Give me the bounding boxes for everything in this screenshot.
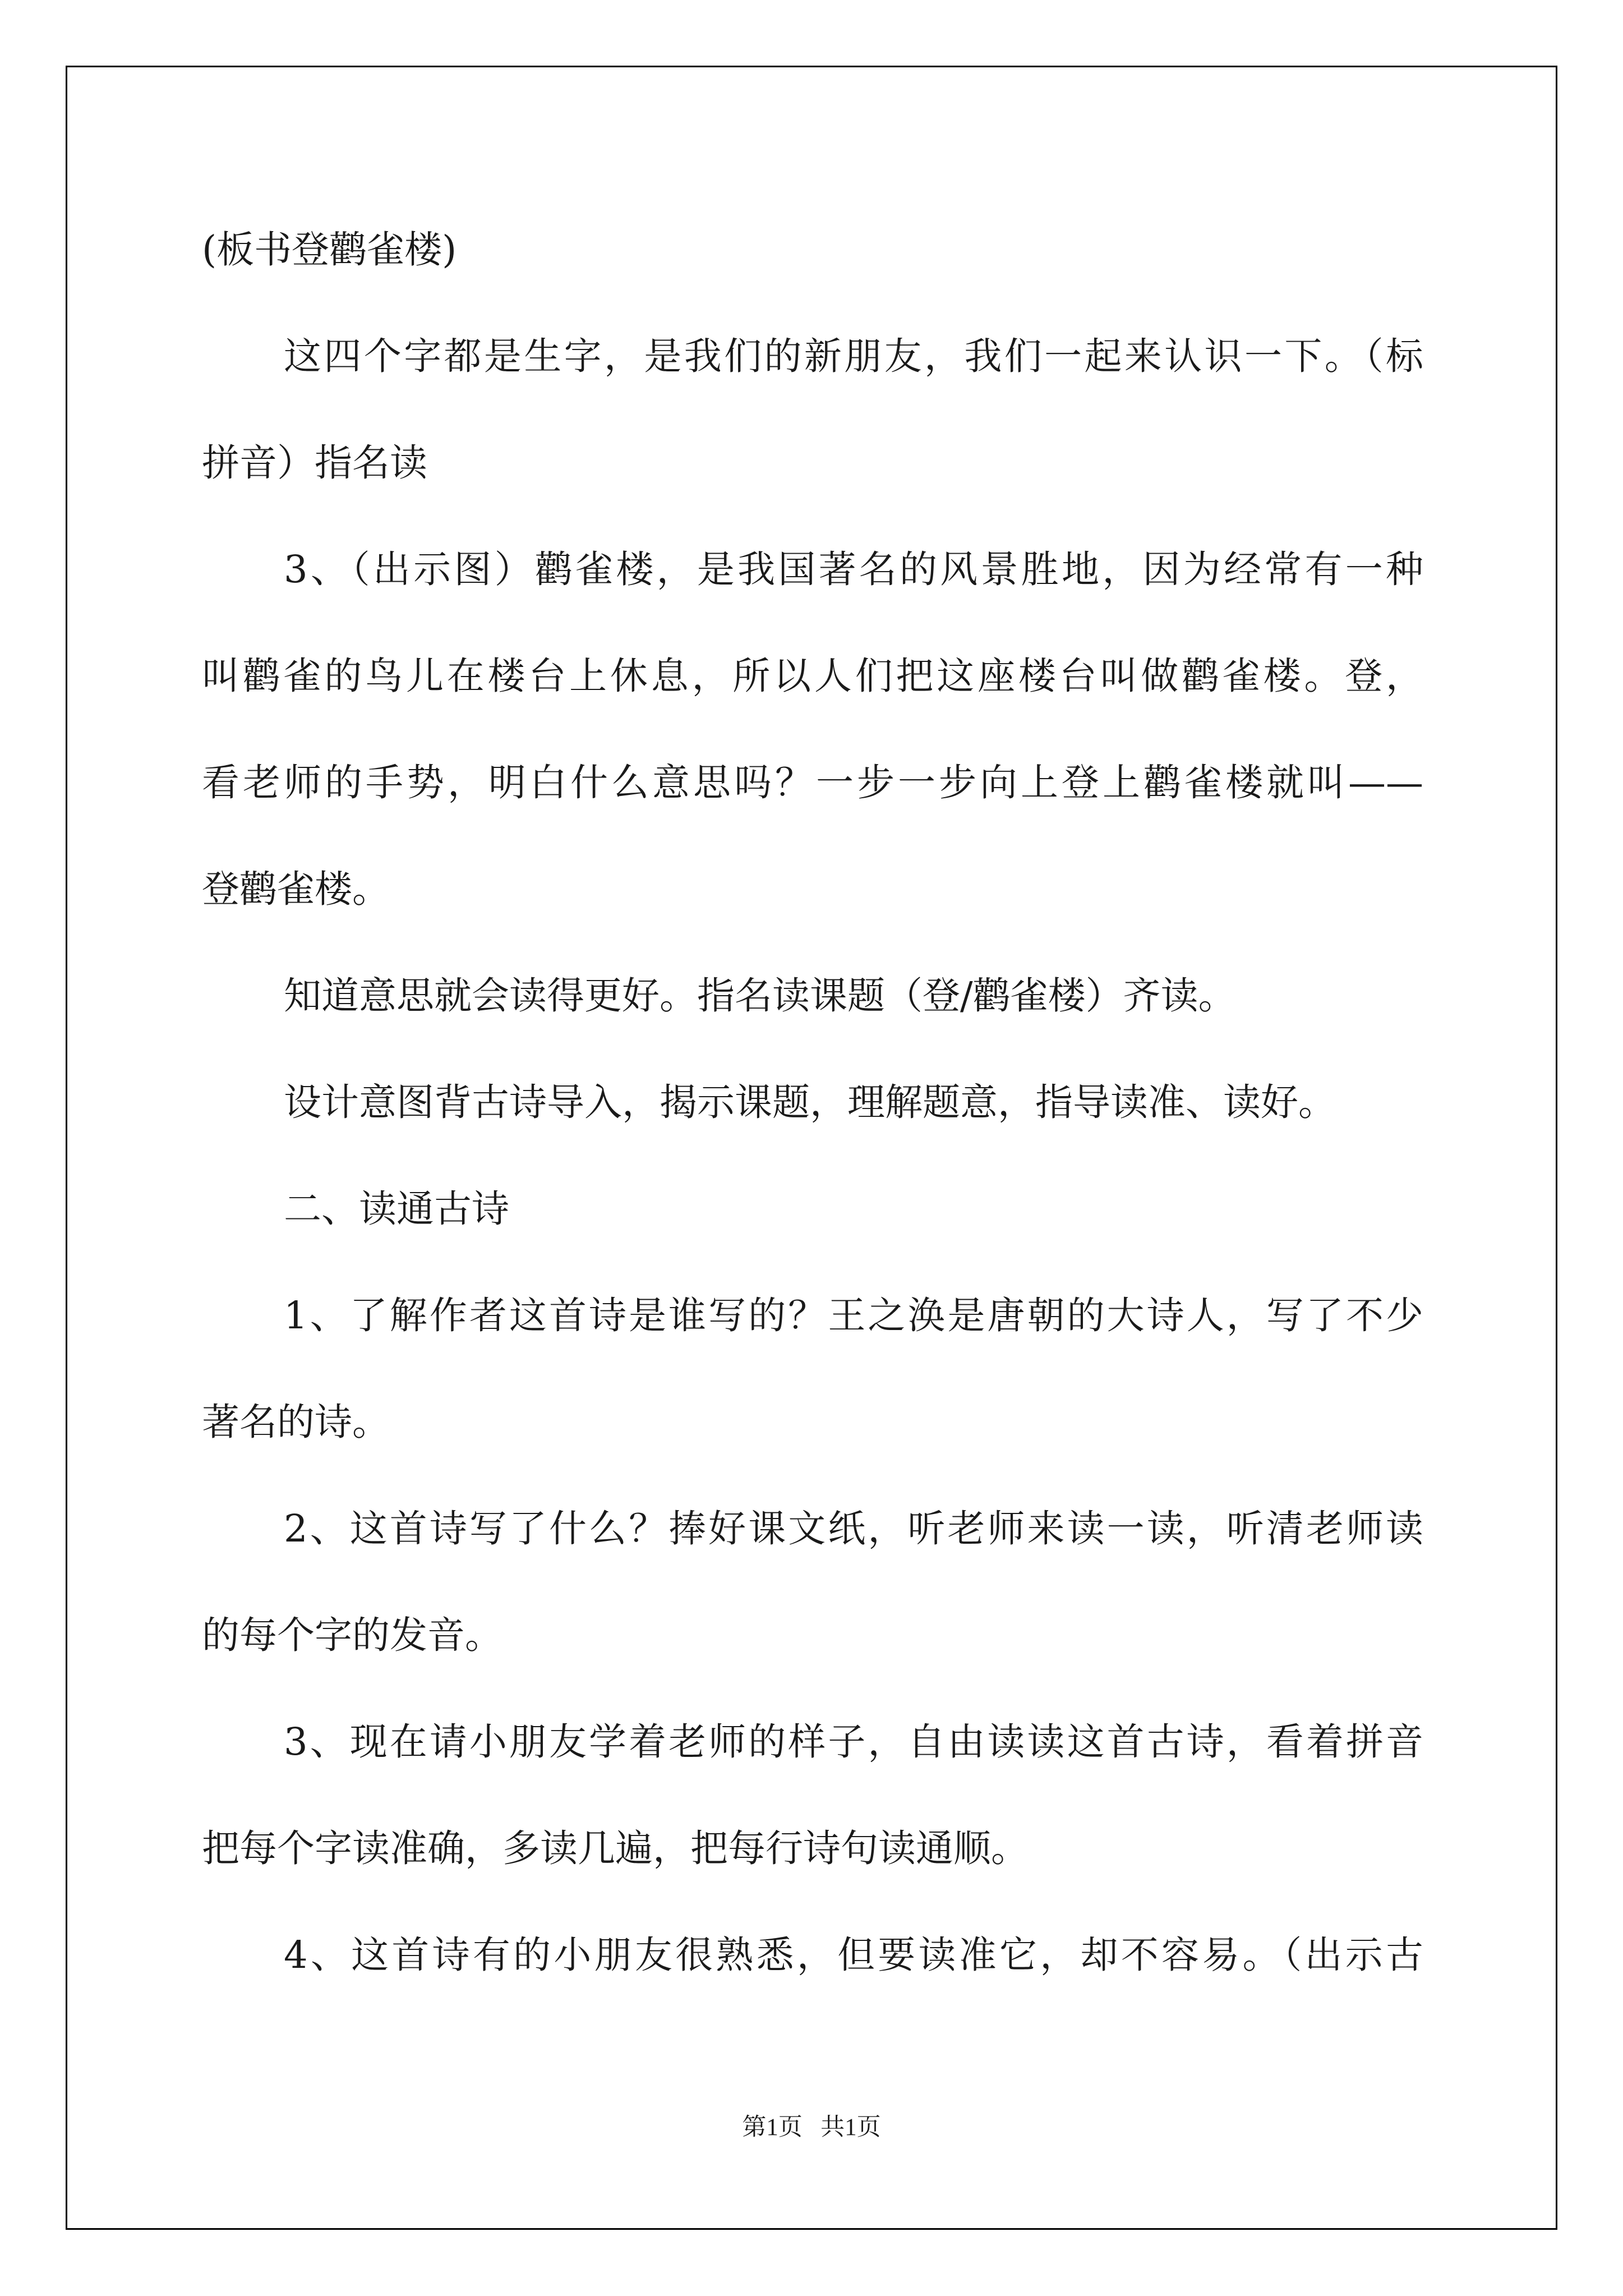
- text-line: 看老师的手势，明白什么意思吗？一步一步向上登上鹳雀楼就叫——: [202, 761, 1423, 804]
- page-footer: 第1页 共1页: [742, 2114, 881, 2141]
- text-line: 设计意图背古诗导入，揭示课题，理解题意，指导读准、读好。: [284, 1080, 1336, 1124]
- text-line: 拼音）指名读: [202, 441, 427, 485]
- text-line: 3、现在请小朋友学着老师的样子，自由读读这首古诗，看着拼音: [284, 1720, 1423, 1764]
- text-line: 1、了解作者这首诗是谁写的？王之涣是唐朝的大诗人，写了不少: [284, 1294, 1423, 1337]
- text-line: 3、（出示图）鹳雀楼，是我国著名的风景胜地，因为经常有一种: [284, 547, 1423, 591]
- page-frame: [66, 66, 1557, 2230]
- text-line: 2、这首诗写了什么？捧好课文纸，听老师来读一读，听清老师读: [284, 1507, 1423, 1550]
- text-line: (板书登鹳雀楼): [202, 228, 457, 272]
- text-line: 知道意思就会读得更好。指名读课题（登/鹳雀楼）齐读。: [284, 974, 1236, 1018]
- text-line: 登鹳雀楼。: [202, 867, 390, 911]
- text-line: 4、这首诗有的小朋友很熟悉，但要读准它，却不容易。（出示古: [284, 1933, 1423, 1977]
- text-line: 叫鹳雀的鸟儿在楼台上休息，所以人们把这座楼台叫做鹳雀楼。登，: [202, 654, 1423, 698]
- text-line: 把每个字读准确，多读几遍，把每行诗句读通顺。: [202, 1826, 1029, 1870]
- text-line: 著名的诗。: [202, 1400, 390, 1444]
- text-line: 这四个字都是生字，是我们的新朋友，我们一起来认识一下。（标: [284, 334, 1423, 378]
- section-heading: 二、读通古诗: [284, 1187, 509, 1231]
- text-line: 的每个字的发音。: [202, 1613, 502, 1657]
